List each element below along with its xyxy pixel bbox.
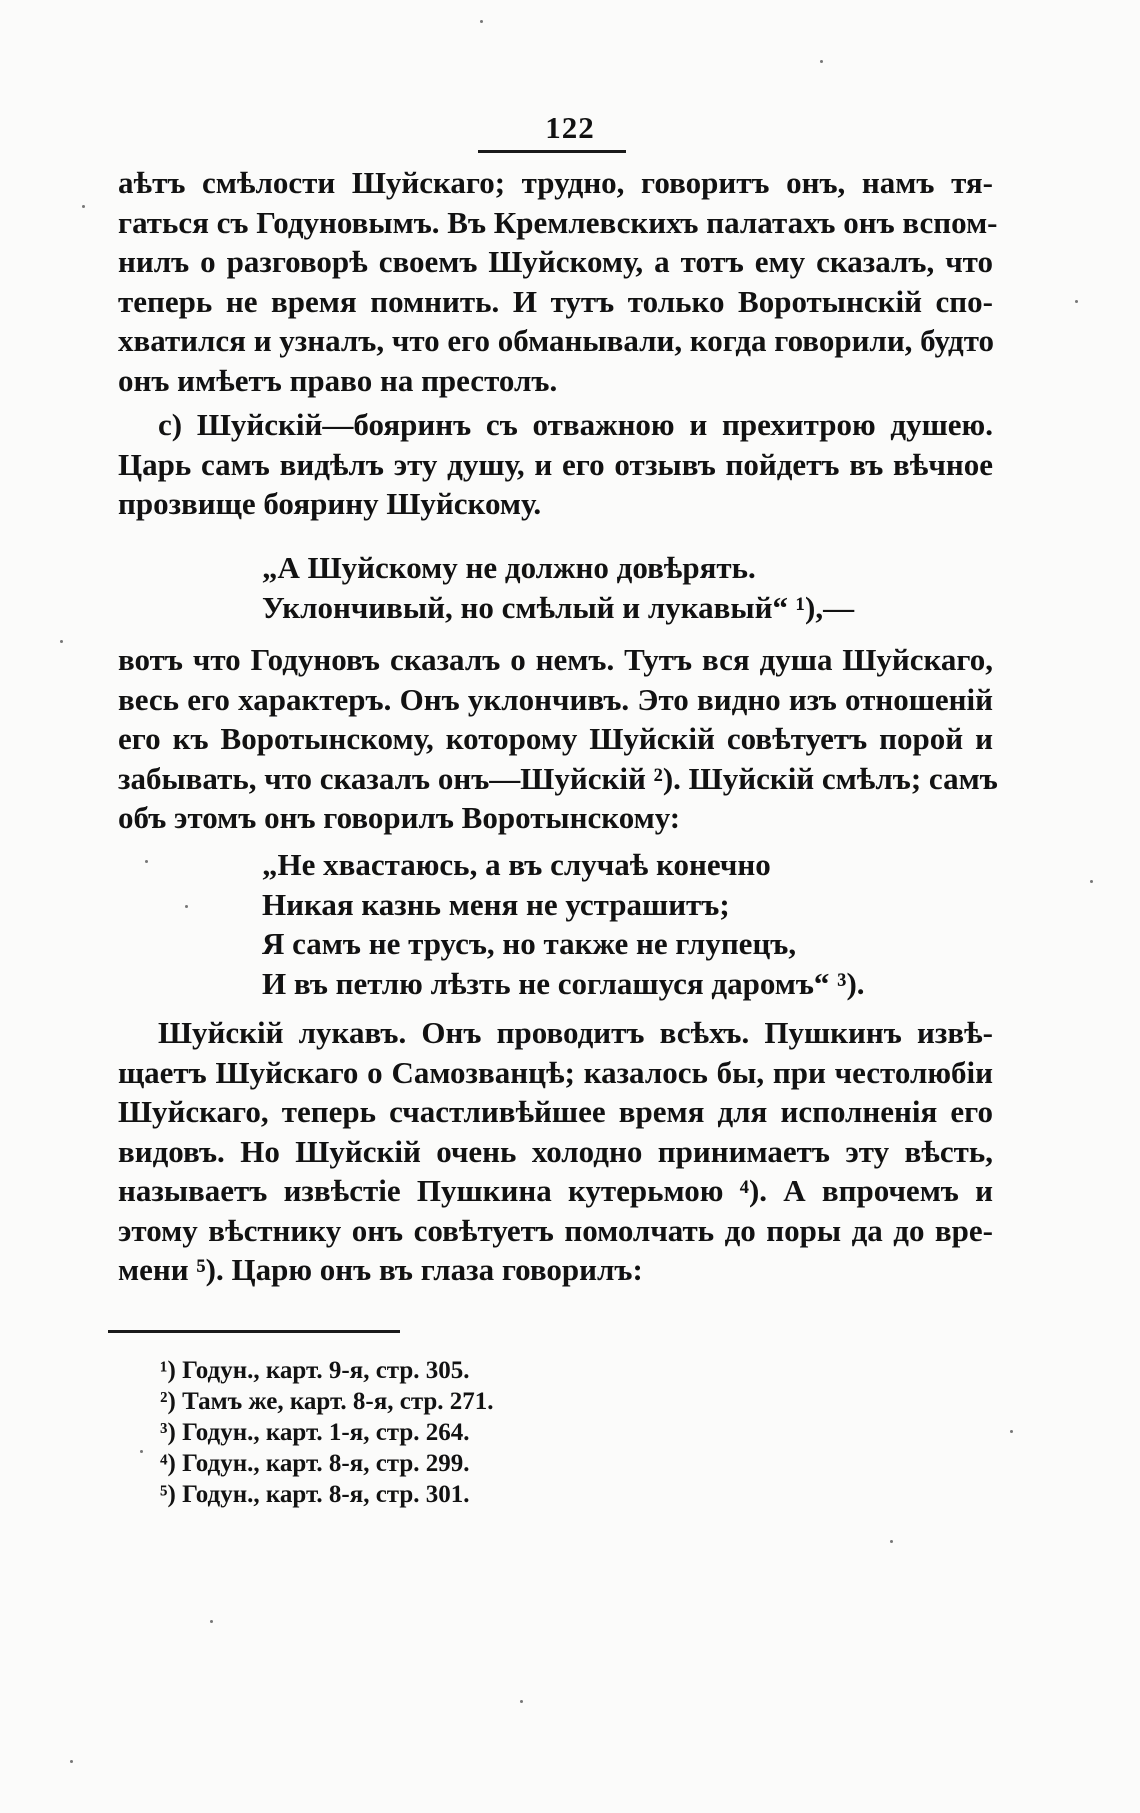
scan-speck: [890, 1540, 893, 1543]
text-line: гаться съ Годуновымъ. Въ Кремлевскихъ палатахъ онъ вспом-: [118, 204, 998, 240]
text-line: хватился и узналъ, что его обманывали, когда говорили, будто: [118, 323, 995, 358]
text-line: Шуйскаго, теперь счастливѣйшее время для исполненія его: [118, 1094, 993, 1129]
footnote-rule: [108, 1330, 400, 1333]
scan-speck: [145, 860, 148, 863]
verse-quote-1: [262, 548, 854, 627]
footnote: ¹) Годун., карт. 9-я, стр. 305.: [160, 1357, 470, 1384]
text-line: забывать, что сказалъ онъ—Шуйскій ²). Шуйскій смѣлъ; самъ: [118, 760, 998, 796]
scan-speck: [60, 640, 63, 643]
text-line: онъ имѣетъ право на престолъ.: [118, 362, 558, 398]
text-line: аѣтъ смѣлости Шуйскаго; трудно, говоритъ онъ, намъ тя-: [118, 165, 993, 200]
footnote: ³) Годун., карт. 1-я, стр. 264.: [160, 1419, 470, 1446]
text-line: мени ⁵). Царю онъ въ глаза говорилъ:: [118, 1252, 643, 1287]
page-number: 122: [545, 110, 595, 145]
verse-line: И въ петлю лѣзть не соглашуся даромъ“ ³).: [262, 965, 865, 1001]
paragraph-4: [118, 1013, 993, 1290]
scan-speck: [1090, 880, 1093, 883]
text-line: объ этомъ онъ говорилъ Воротынскому:: [118, 800, 681, 835]
paragraph-3: [118, 640, 998, 838]
scan-speck: [210, 1620, 213, 1623]
text-line: нилъ о разговорѣ своемъ Шуйскому, а тотъ ему сказалъ, что: [118, 244, 993, 279]
paragraph-1: [118, 163, 998, 400]
footnotes: [160, 1355, 494, 1510]
scan-speck: [1075, 300, 1078, 303]
text-line: этому вѣстнику онъ совѣтуетъ помолчать до поры да до вре-: [118, 1212, 993, 1248]
text-line: весь его характеръ. Онъ уклончивъ. Это видно изъ отношеній: [118, 681, 993, 717]
verse-line: Никая казнь меня не устрашитъ;: [262, 886, 730, 922]
scan-speck: [70, 1760, 73, 1763]
text-line: называетъ извѣстіе Пушкина кутерьмою ⁴). А впрочемъ и: [118, 1173, 993, 1208]
verse-line: Я самъ не трусъ, но также не глупецъ,: [262, 926, 797, 961]
text-line: теперь не время помнить. И тутъ только Воротынскій спо-: [118, 283, 993, 319]
text-line: его къ Воротынскому, которому Шуйскій совѣтуетъ порой и: [118, 721, 993, 756]
footnote: ²) Тамъ же, карт. 8-я, стр. 271.: [160, 1388, 494, 1415]
text-line: видовъ. Но Шуйскій очень холодно принимаетъ эту вѣсть,: [118, 1133, 993, 1169]
text-line: Царь самъ видѣлъ эту душу, и его отзывъ пойдетъ въ вѣчное: [118, 446, 993, 482]
verse-quote-2: [262, 845, 865, 1003]
text-line: c) Шуйскій—бояринъ съ отважною и прехитрою душею.: [158, 407, 993, 442]
footnote: ⁴) Годун., карт. 8-я, стр. 299.: [160, 1450, 470, 1477]
text-line: щаетъ Шуйскаго о Самозванцѣ; казалось бы, при честолюбіи: [118, 1054, 993, 1090]
text-line: прозвище боярину Шуйскому.: [118, 486, 542, 521]
scan-speck: [140, 1450, 143, 1453]
header-rule: [478, 150, 626, 153]
paragraph-2: [118, 405, 993, 524]
scan-speck: [820, 60, 823, 63]
text-line: Шуйскій лукавъ. Онъ проводитъ всѣхъ. Пушкинъ извѣ-: [158, 1015, 993, 1050]
text-line: вотъ что Годуновъ сказалъ о немъ. Тутъ вся душа Шуйскаго,: [118, 642, 993, 677]
verse-line: „Не хвастаюсь, а въ случаѣ конечно: [262, 847, 771, 882]
scan-speck: [480, 20, 483, 23]
verse-line: „А Шуйскому не должно довѣрять.: [262, 550, 756, 585]
verse-line: Уклончивый, но смѣлый и лукавый“ ¹),—: [262, 589, 855, 625]
scan-speck: [1010, 1430, 1013, 1433]
footnote: ⁵) Годун., карт. 8-я, стр. 301.: [160, 1481, 470, 1508]
scan-speck: [520, 1700, 523, 1703]
scan-speck: [82, 205, 85, 208]
scan-speck: [185, 905, 188, 908]
